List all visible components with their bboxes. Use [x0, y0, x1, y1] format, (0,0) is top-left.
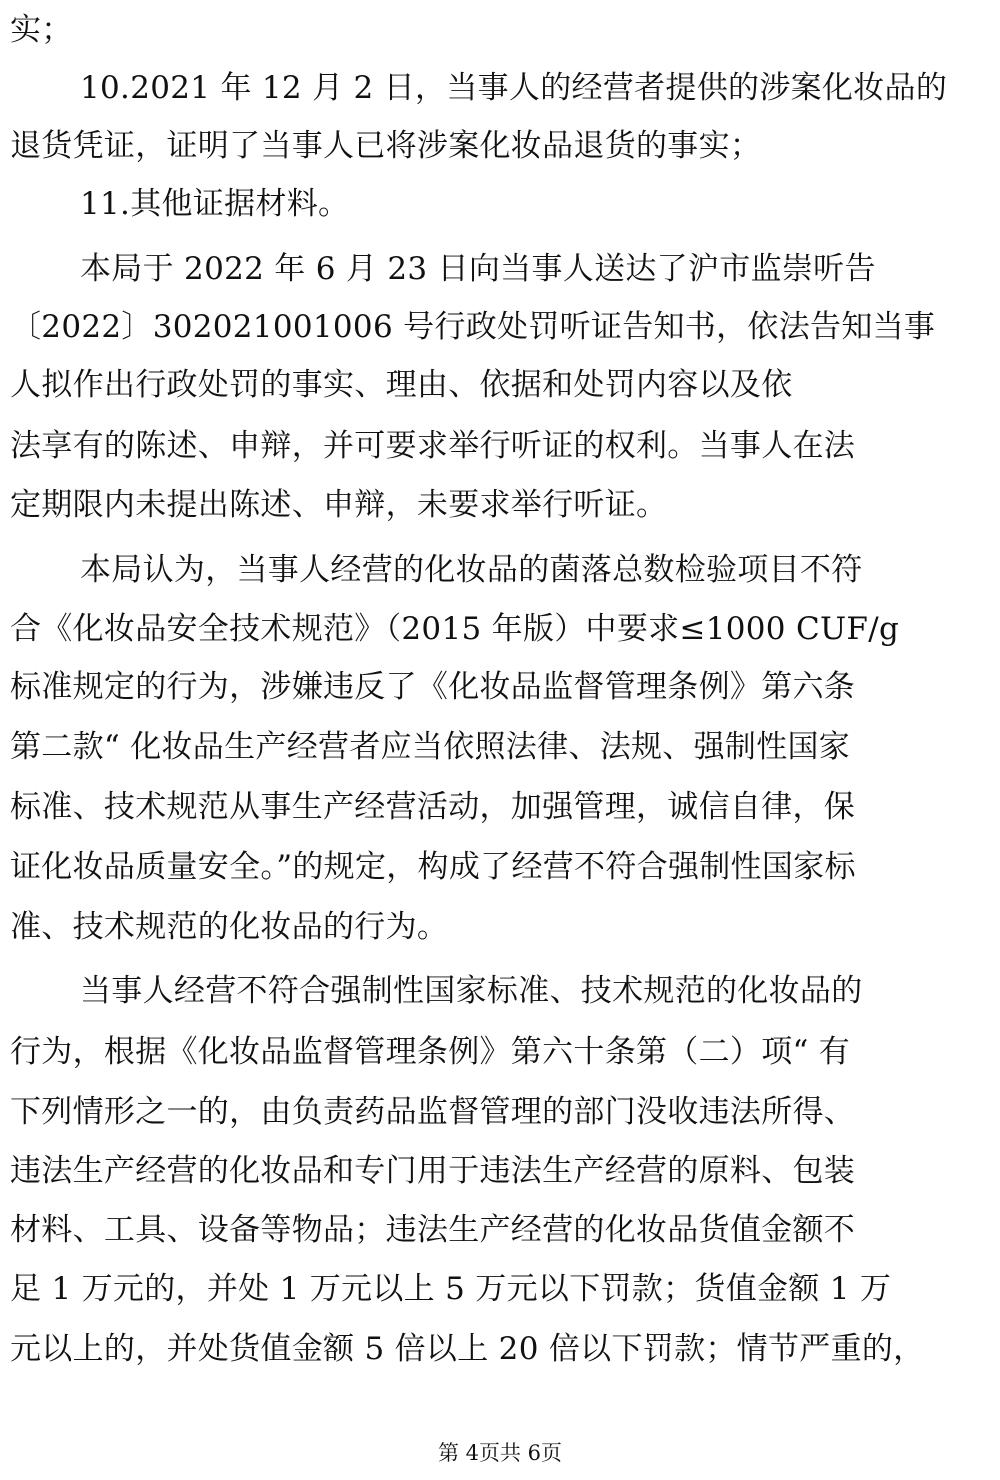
text-line-11: 合《化妆品安全技术规范》（2015 年版）中要求≤1000 CUF/g	[10, 611, 900, 647]
text-line-18: 行为，根据《化妆品监督管理条例》第六十条第（二）项“ 有	[10, 1034, 851, 1070]
text-line-4: 11.其他证据材料。	[80, 186, 350, 222]
text-line-1: 实；	[10, 12, 73, 48]
text-line-5: 本局于 2022 年 6 月 23 日向当事人送达了沪市监崇听告	[80, 251, 876, 287]
text-line-16: 准、技术规范的化妆品的行为。	[10, 909, 449, 945]
text-line-8: 法享有的陈述、申辩，并可要求举行听证的权利。当事人在法	[10, 428, 856, 464]
text-line-10: 本局认为，当事人经营的化妆品的菌落总数检验项目不符	[80, 552, 863, 588]
text-line-6: 〔2022〕302021001006 号行政处罚听证告知书，依法告知当事	[10, 309, 936, 345]
text-line-9: 定期限内未提出陈述、申辩，未要求举行听证。	[10, 487, 668, 523]
text-line-22: 足 1 万元的，并处 1 万元以上 5 万元以下罚款；货值金额 1 万	[10, 1271, 892, 1307]
text-line-20: 违法生产经营的化妆品和专门用于违法生产经营的原料、包装	[10, 1153, 856, 1189]
text-line-12: 标准规定的行为，涉嫌违反了《化妆品监督管理条例》第六条	[10, 669, 856, 705]
text-line-15: 证化妆品质量安全。”的规定，构成了经营不符合强制性国家标	[10, 849, 856, 885]
text-line-23: 元以上的，并处货值金额 5 倍以上 20 倍以下罚款；情节严重的，	[10, 1331, 925, 1367]
text-line-14: 标准、技术规范从事生产经营活动，加强管理，诚信自律，保	[10, 789, 856, 825]
page-number-footer: 第 4页共 6页	[437, 1441, 563, 1465]
text-line-17: 当事人经营不符合强制性国家标准、技术规范的化妆品的	[80, 973, 863, 1009]
text-line-19: 下列情形之一的，由负责药品监督管理的部门没收违法所得、	[10, 1094, 856, 1130]
text-line-7: 人拟作出行政处罚的事实、理由、依据和处罚内容以及依	[10, 367, 793, 403]
text-line-21: 材料、工具、设备等物品；违法生产经营的化妆品货值金额不	[10, 1212, 856, 1248]
text-line-13: 第二款“ 化妆品生产经营者应当依照法律、法规、强制性国家	[10, 729, 851, 765]
text-line-3: 退货凭证，证明了当事人已将涉案化妆品退货的事实；	[10, 128, 762, 164]
text-line-2: 10.2021 年 12 月 2 日，当事人的经营者提供的涉案化妆品的	[80, 70, 948, 106]
